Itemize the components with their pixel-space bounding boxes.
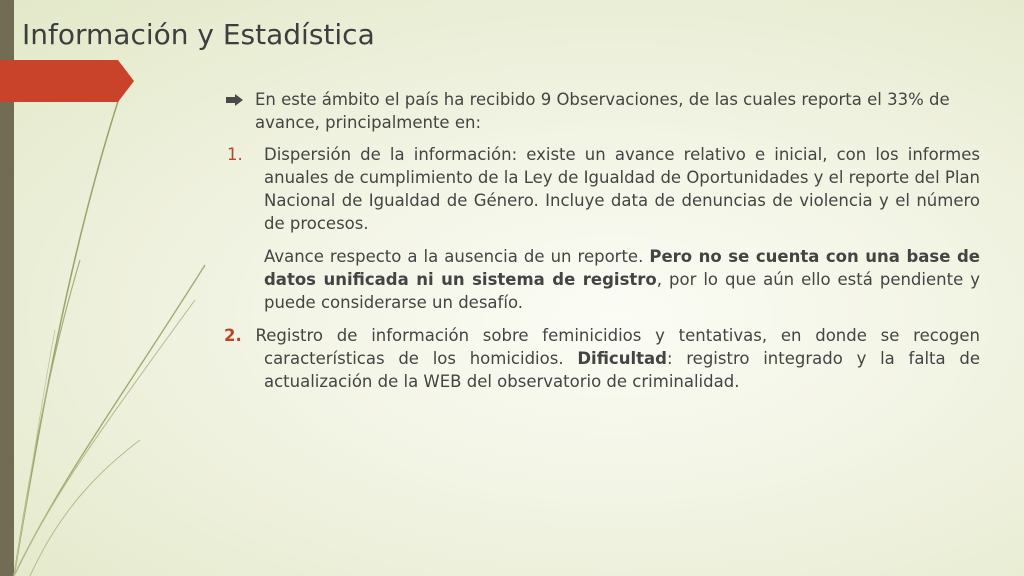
item2-text-b: : registro integrado y la falta de actualización de la WEB del observatorio de criminalidad.	[264, 349, 981, 391]
list-item-text: Dispersión de la información: existe un avance relativo e inicial, con los informes anuales de cumplimiento de la Ley de Igualdad de Oportunidades y el reporte del Plan Nacional de Igualdad de Género. Incluye data de denuncias de violencia y el número de procesos.	[264, 145, 981, 233]
intro-bullet	[222, 88, 980, 134]
intro-text: En este ámbito el país ha recibido 9 Observaciones, de las cuales reporta el 33% de avance, principalmente en:	[255, 90, 950, 132]
item2-bold-text: Dificultad	[577, 349, 667, 368]
slide-title: Información y Estadística	[22, 18, 375, 51]
right-arrow-bullet-icon	[226, 94, 243, 106]
list-number: 1.	[227, 145, 243, 164]
item2-text-a: Registro de información sobre feminicidios y tentativas, en donde se recogen características de los homicidios.	[241, 326, 980, 368]
title-accent-tab	[0, 60, 134, 102]
avance-text-b: , por lo que aún ello está pendiente y puede considerarse un desafío.	[264, 270, 980, 312]
avance-bold-text: Pero no se cuenta con una base de datos unificada ni un sistema de registro	[264, 247, 980, 289]
slide-content	[222, 88, 980, 393]
list-number: 2.	[224, 326, 242, 345]
avance-text-a: Avance respecto a la ausencia de un reporte.	[264, 247, 650, 266]
avance-paragraph	[222, 245, 980, 314]
list-item-2	[222, 324, 980, 393]
list-item-1	[222, 143, 980, 235]
